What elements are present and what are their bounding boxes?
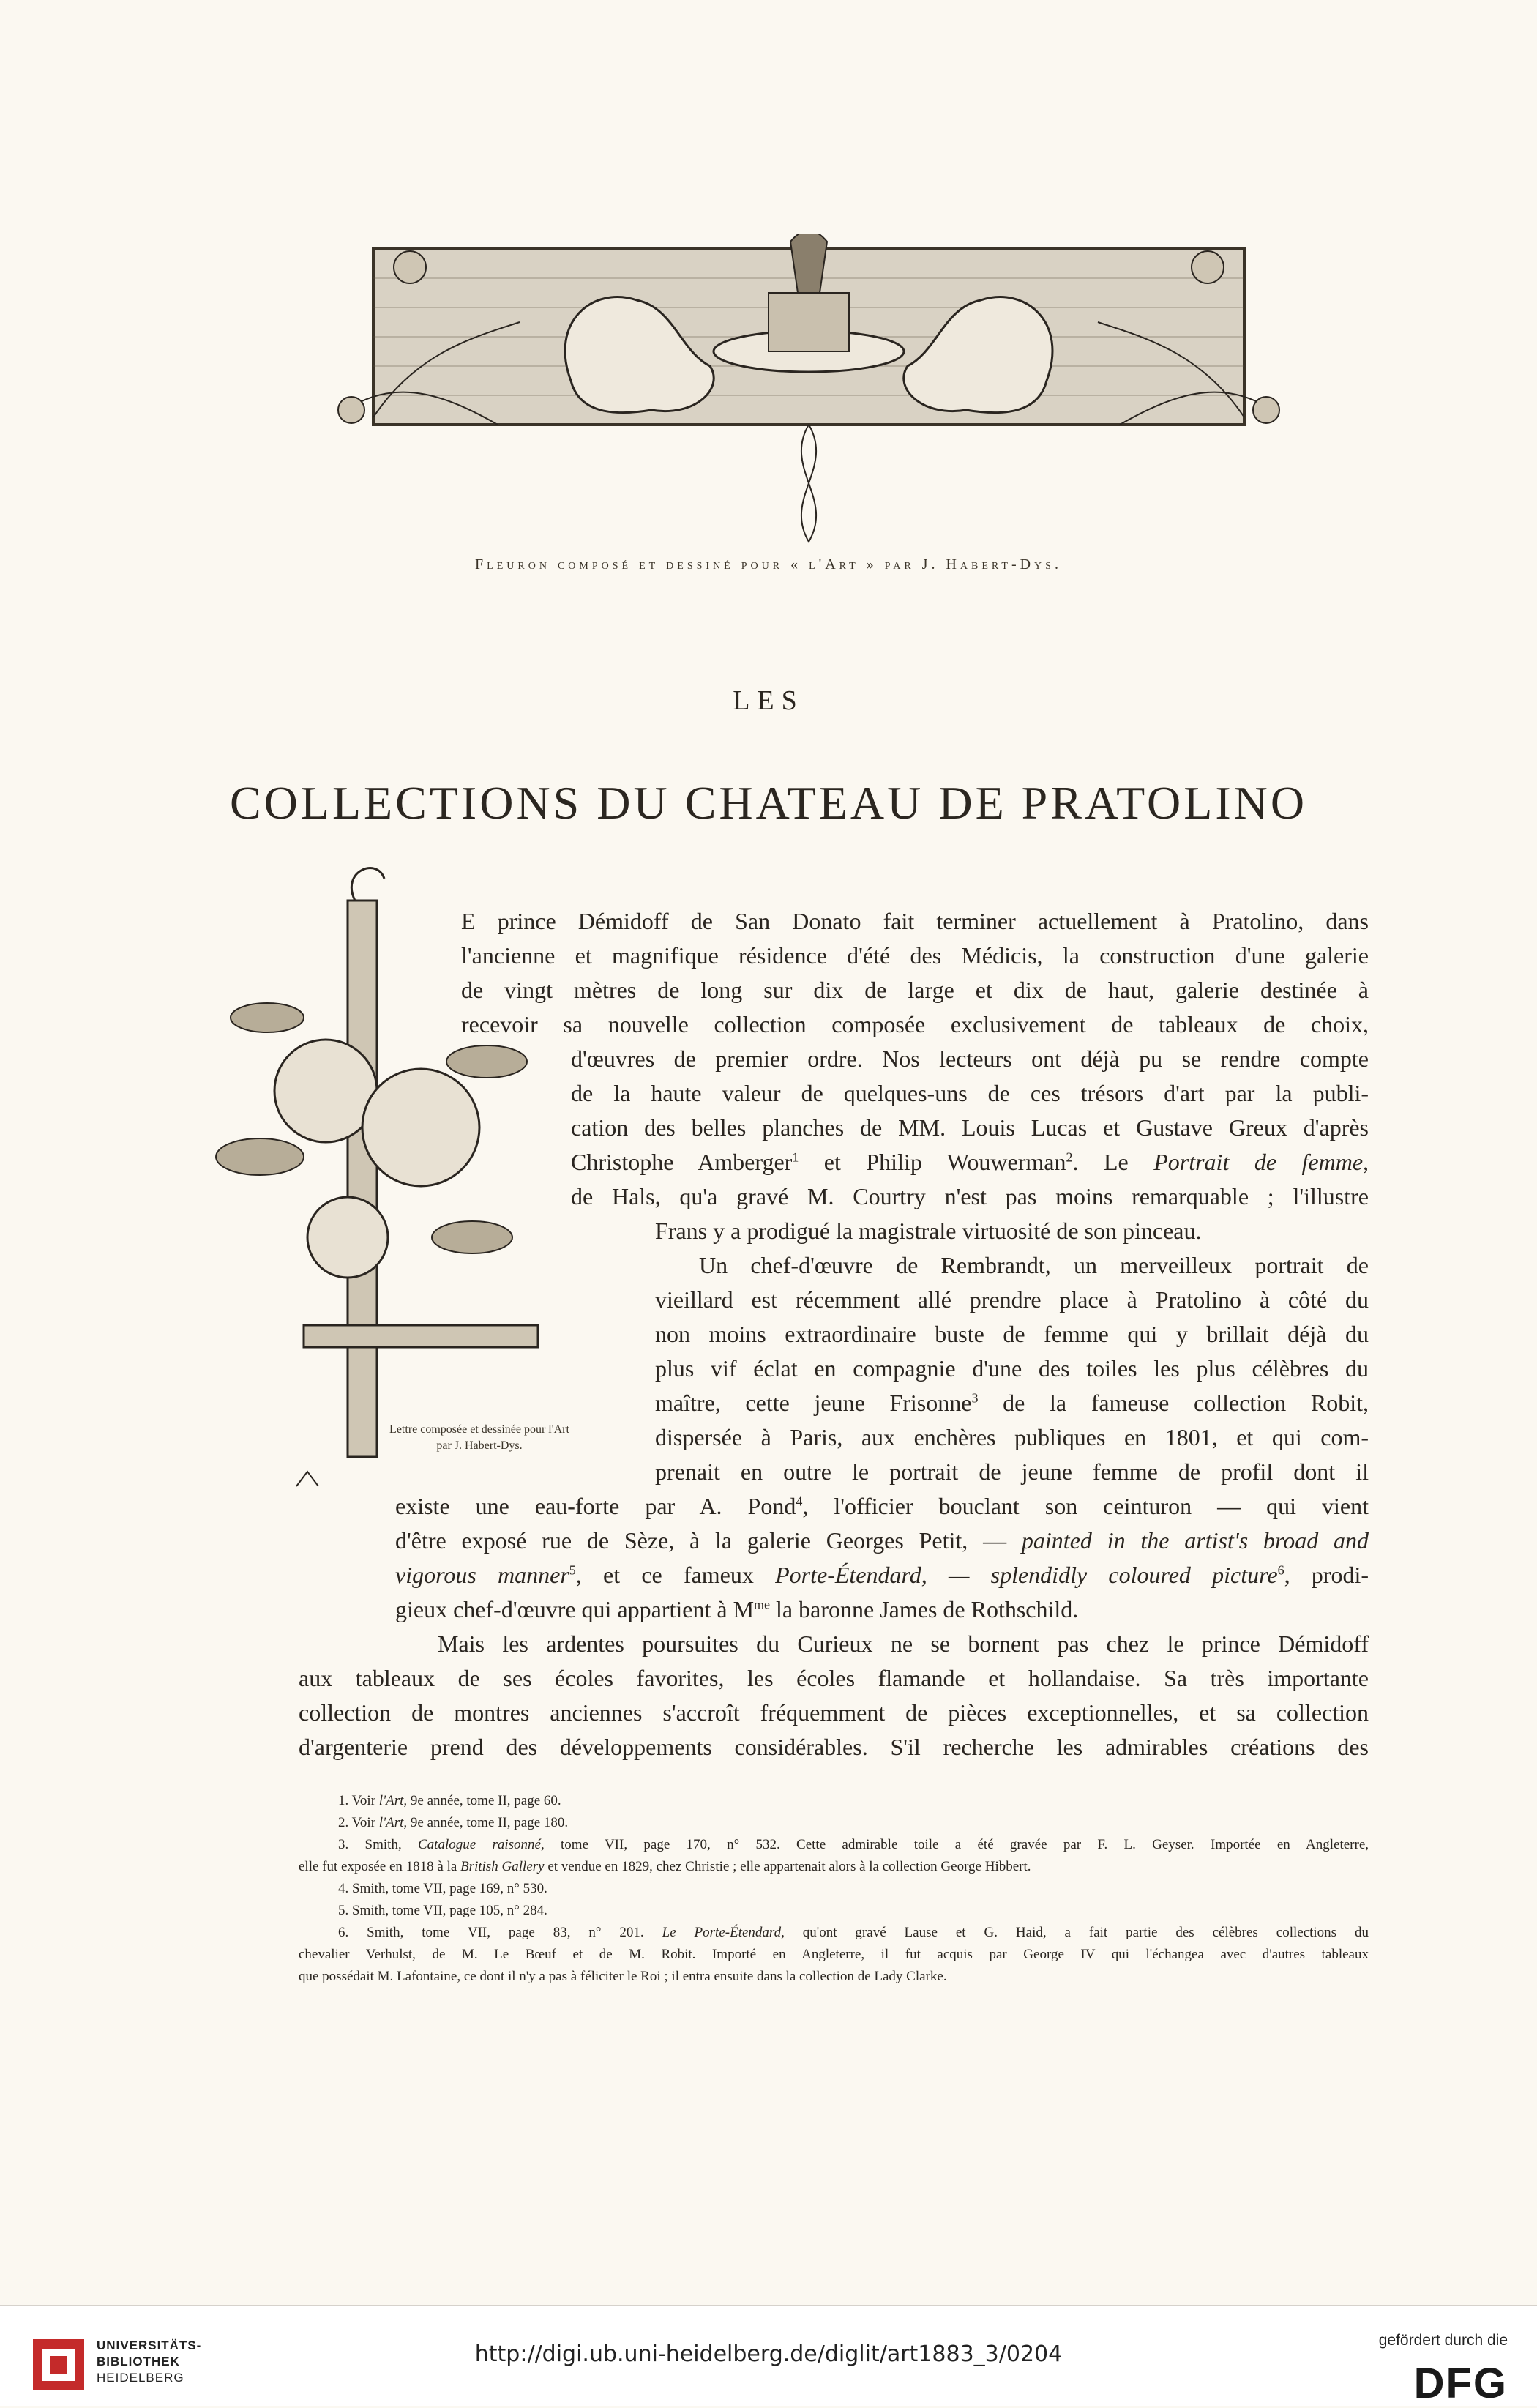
university-library-name[interactable]: UNIVERSITÄTS- BIBLIOTHEK HEIDELBERG (97, 2338, 202, 2385)
footnote-6-continued: que possédait M. Lafontaine, ce dont il n'y a pas à féliciter le Roi ; il entra ensuite dans la collection de Lady Clarke. (299, 1969, 947, 1984)
footnote-6-continued: chevalier Verhulst, de M. Le Bœuf et de M. Robit. Importé en Angleterre, il fut acquis par George IV qui l'échangea avec d'autres tableaux (299, 1947, 1369, 1962)
body-line: non moins extraordinaire buste de femme qui y brillait déjà du (655, 1321, 1369, 1347)
permalink-url[interactable]: http://digi.ub.uni-heidelberg.de/diglit/art1883_3/0204 (474, 2341, 1063, 2367)
body-line: existe une eau-forte par A. Pond$^4$, l'officier bouclant son ceinturon — qui vient (395, 1493, 1369, 1519)
footnote-6: 6. Smith, tome VII, page 83, n° 201. Le Porte-Étendard, qu'ont gravé Lause et G. Haid, a fait partie des célèbres collections du (338, 1925, 1369, 1940)
body-line: vigorous manner$^5$, et ce fameux Porte-Étendard, — splendidly coloured picture$^6$, prodi- (395, 1562, 1369, 1588)
body-line: Frans y a prodigué la magistrale virtuosité de son pinceau. (655, 1218, 1202, 1244)
article-title: COLLECTIONS DU CHATEAU DE PRATOLINO (229, 777, 1308, 829)
body-line: collection de montres anciennes s'accroît fréquemment de pièces exceptionnelles, et sa collection (299, 1699, 1369, 1726)
body-line: l'ancienne et magnifique résidence d'été des Médicis, la construction d'une galerie (461, 942, 1369, 969)
footnote-3: 3. Smith, Catalogue raisonné, tome VII, page 170, n° 532. Cette admirable toile a été gravée par F. L. Geyser. Importée en Angleterre, (338, 1837, 1369, 1852)
body-line: recevoir sa nouvelle collection composée exclusivement de tableaux de choix, (461, 1011, 1369, 1037)
headpiece-ornament (329, 234, 1288, 556)
body-line: d'œuvres de premier ordre. Nos lecteurs ont déjà pu se rendre compte (571, 1045, 1369, 1072)
footnote-2: 2. Voir l'Art, 9e année, tome II, page 180. (338, 1815, 569, 1830)
body-line: dispersée à Paris, aux enchères publiques en 1801, et qui com- (655, 1424, 1369, 1450)
body-line: de vingt mètres de long sur dix de large et dix de haut, galerie destinée à (461, 977, 1369, 1003)
dfg-logo[interactable]: DFG (1413, 2360, 1508, 2407)
body-line: E prince Démidoff de San Donato fait terminer actuellement à Pratolino, dans (461, 908, 1369, 934)
footnote-4: 4. Smith, tome VII, page 169, n° 530. (338, 1881, 547, 1896)
body-line: Christophe Amberger$^1$ et Philip Wouwerman$^2$. Le Portrait de femme, (571, 1149, 1369, 1175)
dropcap-caption (381, 1422, 578, 1454)
body-line: aux tableaux de ses écoles favorites, les écoles flamande et hollandaise. Sa très importante (299, 1665, 1369, 1691)
body-line: d'être exposé rue de Sèze, à la galerie Georges Petit, — painted in the artist's broad and (395, 1527, 1369, 1554)
footer-divider (0, 2305, 1537, 2306)
body-line: cation des belles planches de MM. Louis Lucas et Gustave Greux d'après (571, 1114, 1369, 1141)
body-line: gieux chef-d'œuvre qui appartient à $M^{me}$ la baronne James de Rothschild. (395, 1596, 1079, 1622)
body-line: vieillard est récemment allé prendre place à Pratolino à côté du (655, 1286, 1369, 1313)
body-line: de la haute valeur de quelques-uns de ces trésors d'art par la publi- (571, 1080, 1369, 1106)
body-line: Mais les ardentes poursuites du Curieux ne se bornent pas chez le prince Démidoff (438, 1630, 1369, 1657)
body-line: maître, cette jeune Frisonne$^3$ de la fameuse collection Robit, (655, 1390, 1369, 1416)
body-line: prenait en outre le portrait de jeune femme de profil dont il (655, 1458, 1369, 1485)
footnote-3-continued: elle fut exposée en 1818 à la British Gallery et vendue en 1829, chez Christie ; elle appartenait alors à la collection George Hibbert. (299, 1859, 1031, 1874)
title-prefix: LES (733, 685, 804, 716)
dropcap-caption-line2: par J. Habert-Dys. (436, 1439, 523, 1452)
dropcap-caption-line1: Lettre composée et dessinée pour l'Art (389, 1423, 569, 1436)
funding-note: gefördert durch die (1378, 2332, 1508, 2349)
body-line: d'argenterie prend des développements considérables. S'il recherche les admirables créations des (299, 1734, 1369, 1760)
footnote-1: 1. Voir l'Art, 9e année, tome II, page 60. (338, 1793, 561, 1808)
body-line: plus vif éclat en compagnie d'une des toiles les plus célèbres du (655, 1355, 1369, 1382)
headpiece-caption: Fleuron composé et dessiné pour « l'Art » par J. Habert-Dys. (475, 556, 1062, 573)
footnote-5: 5. Smith, tome VII, page 105, n° 284. (338, 1903, 547, 1918)
body-line: de Hals, qu'a gravé M. Courtry n'est pas moins remarquable ; l'illustre (571, 1183, 1369, 1209)
body-line: Un chef-d'œuvre de Rembrandt, un merveilleux portrait de (699, 1252, 1369, 1278)
